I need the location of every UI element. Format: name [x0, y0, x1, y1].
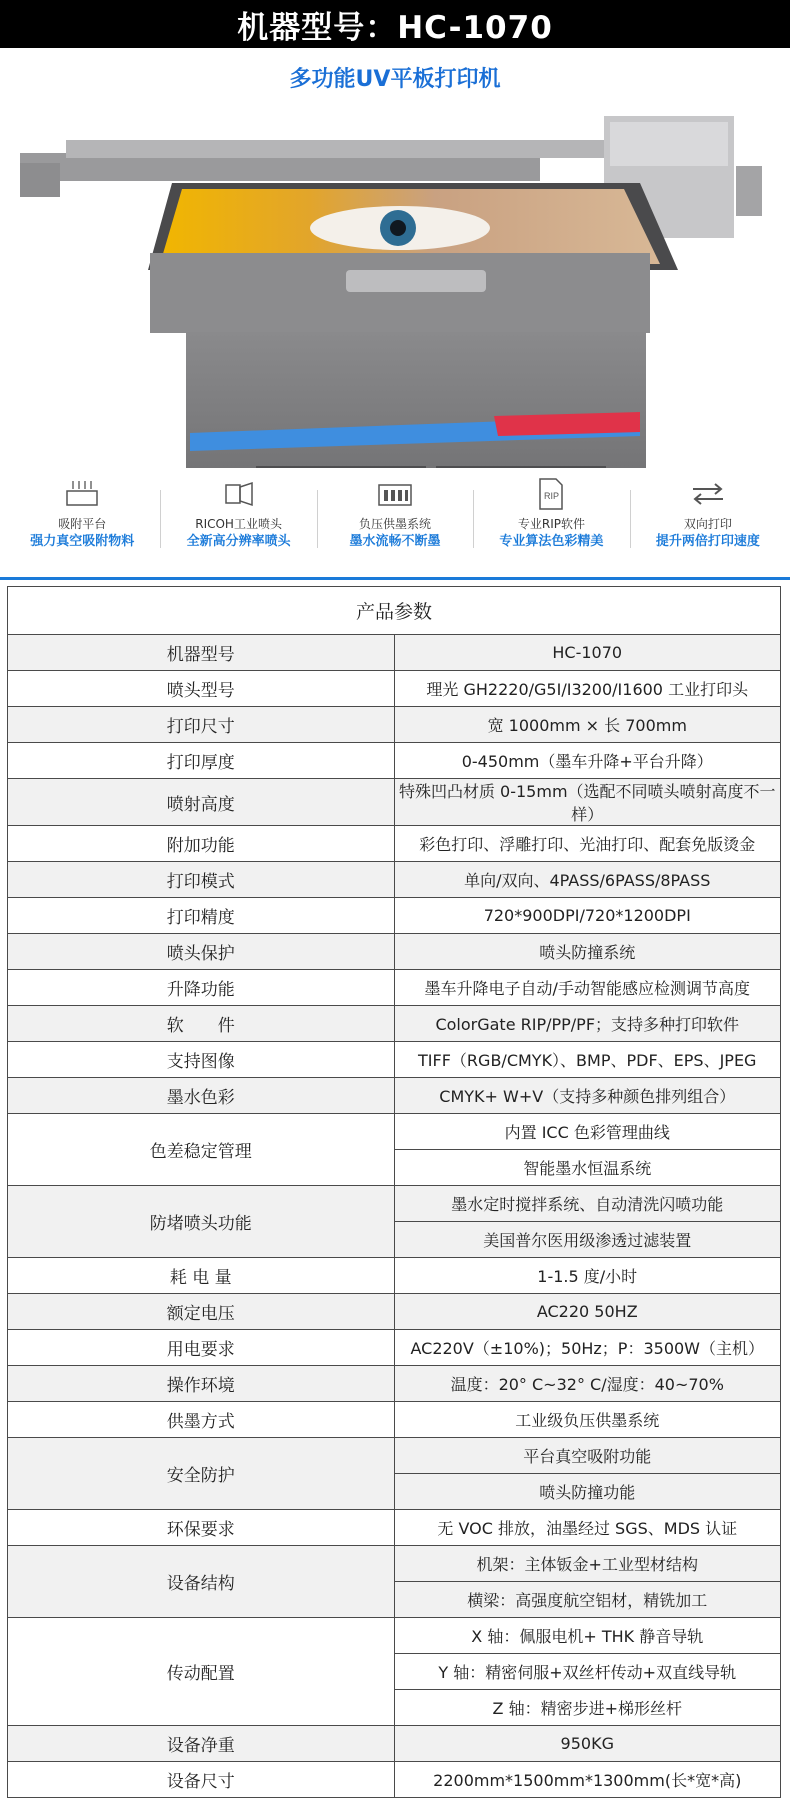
- feature-strip: [0, 468, 790, 580]
- spec-value: 喷头防撞系统: [394, 934, 781, 970]
- feature-rip: [473, 468, 629, 577]
- spec-value: 彩色打印、浮雕打印、光油打印、配套免版烫金: [394, 826, 781, 862]
- spec-label: 机器型号: [8, 635, 395, 671]
- table-row: [8, 1186, 781, 1222]
- rip-file-icon: [533, 476, 569, 512]
- table-row: [8, 1618, 781, 1654]
- spec-label: 防堵喷头功能: [8, 1186, 395, 1258]
- table-row: [8, 707, 781, 743]
- table-row: [8, 671, 781, 707]
- table-row: [8, 1258, 781, 1294]
- spec-value: 横梁：高强度航空铝材，精铣加工: [394, 1582, 781, 1618]
- feature-title: RICOH工业喷头: [195, 517, 282, 531]
- spec-value: 0-450mm（墨车升降+平台升降）: [394, 743, 781, 779]
- spec-value: AC220 50HZ: [394, 1294, 781, 1330]
- table-row: [8, 779, 781, 826]
- spec-label: 附加功能: [8, 826, 395, 862]
- spec-value: 理光 GH2220/G5I/I3200/I1600 工业打印头: [394, 671, 781, 707]
- feature-desc: 提升两倍打印速度: [655, 534, 760, 549]
- feature-desc: 强力真空吸附物料: [30, 534, 135, 549]
- page-title: 机器型号：HC-1070: [237, 9, 553, 46]
- spec-label: 打印精度: [8, 898, 395, 934]
- spec-label: 操作环境: [8, 1366, 395, 1402]
- table-row: [8, 1546, 781, 1582]
- spec-value: 机架：主体钣金+工业型材结构: [394, 1546, 781, 1582]
- spec-value: 单向/双向、4PASS/6PASS/8PASS: [394, 862, 781, 898]
- table-row: [8, 1366, 781, 1402]
- product-hero: [0, 48, 790, 468]
- spec-value: 温度：20° C~32° C/湿度：40~70%: [394, 1366, 781, 1402]
- feature-title: 负压供墨系统: [359, 517, 432, 531]
- table-row: [8, 1078, 781, 1114]
- suction-platform-icon: [64, 476, 100, 512]
- spec-value: CMYK+ W+V（支持多种颜色排列组合）: [394, 1078, 781, 1114]
- spec-value: TIFF（RGB/CMYK）、BMP、PDF、EPS、JPEG: [394, 1042, 781, 1078]
- spec-label: 设备尺寸: [8, 1762, 395, 1798]
- spec-label: 用电要求: [8, 1330, 395, 1366]
- spec-label: 额定电压: [8, 1294, 395, 1330]
- spec-value: 美国普尔医用级渗透过滤装置: [394, 1222, 781, 1258]
- title-bar: [0, 0, 790, 48]
- table-row: [8, 862, 781, 898]
- feature-title: 专业RIP软件: [517, 517, 585, 531]
- table-row: [8, 1006, 781, 1042]
- spec-value: 智能墨水恒温系统: [394, 1150, 781, 1186]
- spec-value: 平台真空吸附功能: [394, 1438, 781, 1474]
- table-row: [8, 898, 781, 934]
- spec-value: 无 VOC 排放，油墨经过 SGS、MDS 认证: [394, 1510, 781, 1546]
- spec-value: 墨车升降电子自动/手动智能感应检测调节高度: [394, 970, 781, 1006]
- spec-heading: 产品参数: [8, 587, 781, 635]
- feature-title: 吸附平台: [58, 517, 107, 531]
- spec-label: 支持图像: [8, 1042, 395, 1078]
- spec-value: 工业级负压供墨系统: [394, 1402, 781, 1438]
- spec-value: ColorGate RIP/PP/PF；支持多种打印软件: [394, 1006, 781, 1042]
- spec-label: 升降功能: [8, 970, 395, 1006]
- table-row: [8, 1402, 781, 1438]
- feature-desc: 专业算法色彩精美: [499, 534, 604, 549]
- printer-illustration: [0, 48, 790, 468]
- table-row: [8, 826, 781, 862]
- feature-head: [160, 468, 316, 577]
- spec-label: 喷头保护: [8, 934, 395, 970]
- spec-label: 打印尺寸: [8, 707, 395, 743]
- spec-value: HC-1070: [394, 635, 781, 671]
- spec-value: Z 轴：精密步进+梯形丝杆: [394, 1690, 781, 1726]
- spec-value: 宽 1000mm × 长 700mm: [394, 707, 781, 743]
- spec-label: 软 件: [8, 1006, 395, 1042]
- spec-table: [7, 586, 781, 1798]
- feature-suction: [4, 468, 160, 577]
- spec-value: 1-1.5 度/小时: [394, 1258, 781, 1294]
- table-row: [8, 1438, 781, 1474]
- table-row: [8, 970, 781, 1006]
- feature-bidirectional: [630, 468, 786, 577]
- spec-label: 供墨方式: [8, 1402, 395, 1438]
- spec-label: 安全防护: [8, 1438, 395, 1510]
- spec-value: 特殊凹凸材质 0-15mm（选配不同喷头喷射高度不一样）: [394, 779, 781, 826]
- table-row: [8, 1042, 781, 1078]
- feature-title: 双向打印: [683, 517, 732, 531]
- spec-value: 墨水定时搅拌系统、自动清洗闪喷功能: [394, 1186, 781, 1222]
- table-row: [8, 1114, 781, 1150]
- spec-label: 设备结构: [8, 1546, 395, 1618]
- print-head-icon: [221, 476, 257, 512]
- spec-section: [0, 580, 790, 1802]
- bidirectional-arrows-icon: [690, 476, 726, 512]
- table-row: [8, 1762, 781, 1798]
- table-row: [8, 1726, 781, 1762]
- spec-value: 950KG: [394, 1726, 781, 1762]
- feature-ink: [317, 468, 473, 577]
- table-row: [8, 1510, 781, 1546]
- feature-desc: 全新高分辨率喷头: [186, 534, 291, 549]
- spec-label: 环保要求: [8, 1510, 395, 1546]
- spec-value: X 轴：佩服电机+ THK 静音导轨: [394, 1618, 781, 1654]
- table-row: [8, 635, 781, 671]
- table-row: [8, 1330, 781, 1366]
- table-row: [8, 1294, 781, 1330]
- product-subtitle: 多功能UV平板打印机: [289, 67, 501, 92]
- spec-value: 喷头防撞功能: [394, 1474, 781, 1510]
- feature-desc: 墨水流畅不断墨: [349, 534, 441, 549]
- svg-text:RIP: RIP: [544, 491, 560, 501]
- spec-label: 打印厚度: [8, 743, 395, 779]
- spec-value: 720*900DPI/720*1200DPI: [394, 898, 781, 934]
- spec-value: 内置 ICC 色彩管理曲线: [394, 1114, 781, 1150]
- spec-label: 色差稳定管理: [8, 1114, 395, 1186]
- spec-value: 2200mm*1500mm*1300mm(长*宽*高): [394, 1762, 781, 1798]
- table-row: [8, 934, 781, 970]
- spec-label: 墨水色彩: [8, 1078, 395, 1114]
- spec-value: AC220V（±10%)；50Hz；P：3500W（主机）: [394, 1330, 781, 1366]
- spec-value: Y 轴：精密伺服+双丝杆传动+双直线导轨: [394, 1654, 781, 1690]
- spec-label: 耗 电 量: [8, 1258, 395, 1294]
- table-row: [8, 743, 781, 779]
- spec-label: 打印模式: [8, 862, 395, 898]
- spec-label: 喷射高度: [8, 779, 395, 826]
- spec-label: 传动配置: [8, 1618, 395, 1726]
- ink-supply-icon: [377, 476, 413, 512]
- spec-label: 喷头型号: [8, 671, 395, 707]
- spec-label: 设备净重: [8, 1726, 395, 1762]
